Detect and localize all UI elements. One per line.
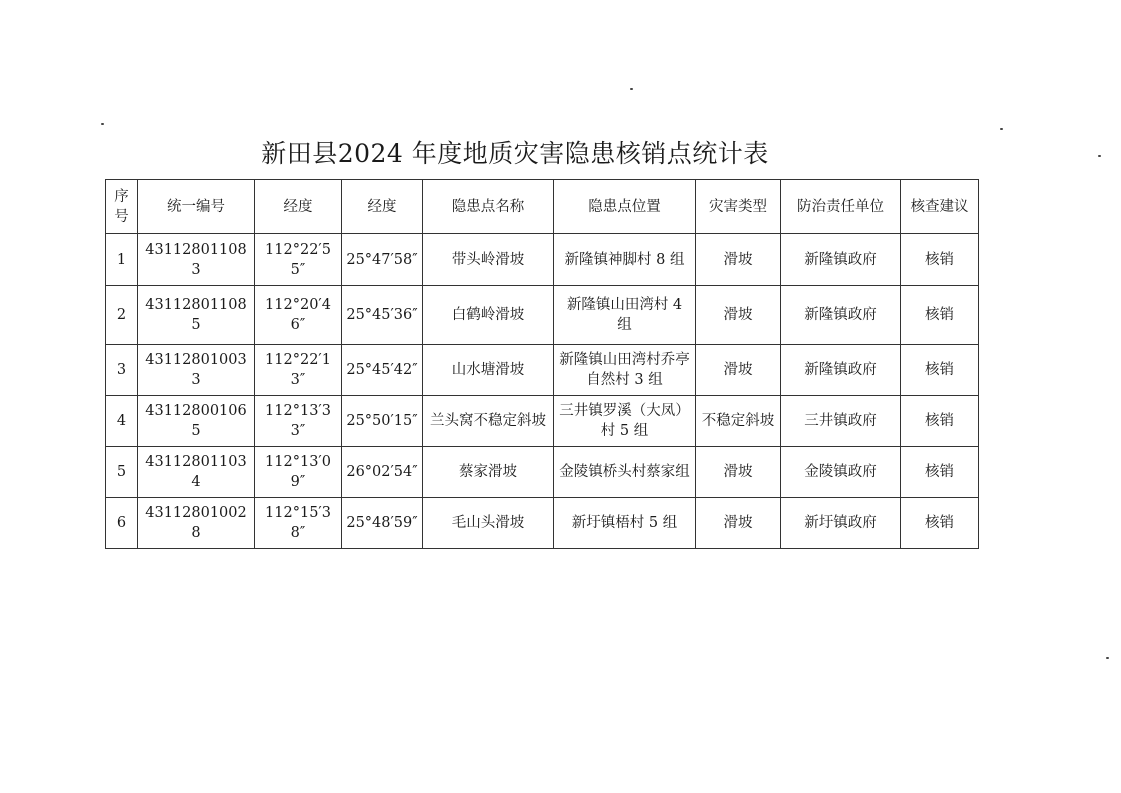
scan-speck: [1098, 155, 1101, 157]
cell-type: 滑坡: [696, 286, 781, 345]
cell-seq: 5: [106, 447, 138, 498]
cell-lon: 112°22′55″: [255, 234, 342, 286]
cell-advice: 核销: [901, 234, 979, 286]
header-seq: 序号: [106, 180, 138, 234]
cell-lon: 112°22′13″: [255, 345, 342, 396]
cell-name: 兰头窝不稳定斜坡: [423, 396, 554, 447]
cell-advice: 核销: [901, 498, 979, 549]
cell-code: 431128011083: [138, 234, 255, 286]
header-unit: 防治责任单位: [781, 180, 901, 234]
cell-seq: 1: [106, 234, 138, 286]
scan-speck: [101, 123, 104, 125]
table-row: [106, 396, 979, 447]
cell-seq: 4: [106, 396, 138, 447]
table-header-row: [106, 180, 979, 234]
cell-unit: 新隆镇政府: [781, 286, 901, 345]
scan-speck: [630, 88, 633, 90]
cell-seq: 3: [106, 345, 138, 396]
cell-name: 带头岭滑坡: [423, 234, 554, 286]
table-row: [106, 345, 979, 396]
cell-code: 431128001065: [138, 396, 255, 447]
cell-location: 新隆镇山田湾村 4 组: [554, 286, 696, 345]
cell-lat: 25°48′59″: [342, 498, 423, 549]
cell-name: 蔡家滑坡: [423, 447, 554, 498]
cell-type: 不稳定斜坡: [696, 396, 781, 447]
table-row: [106, 286, 979, 345]
cell-location: 三井镇罗溪（大凤）村 5 组: [554, 396, 696, 447]
header-type: 灾害类型: [696, 180, 781, 234]
cell-location: 新隆镇山田湾村乔亭自然村 3 组: [554, 345, 696, 396]
cell-type: 滑坡: [696, 234, 781, 286]
cell-lon: 112°20′46″: [255, 286, 342, 345]
cell-lon: 112°13′33″: [255, 396, 342, 447]
cell-type: 滑坡: [696, 447, 781, 498]
cell-code: 431128010028: [138, 498, 255, 549]
cell-name: 毛山头滑坡: [423, 498, 554, 549]
table-row: [106, 498, 979, 549]
table-row: [106, 447, 979, 498]
cell-lat: 25°45′42″: [342, 345, 423, 396]
header-lat: 经度: [342, 180, 423, 234]
cell-advice: 核销: [901, 345, 979, 396]
cell-unit: 新隆镇政府: [781, 345, 901, 396]
cell-advice: 核销: [901, 286, 979, 345]
header-lon: 经度: [255, 180, 342, 234]
header-code: 统一编号: [138, 180, 255, 234]
cell-unit: 三井镇政府: [781, 396, 901, 447]
scan-speck: [1000, 128, 1003, 130]
cell-unit: 新圩镇政府: [781, 498, 901, 549]
cell-lon: 112°13′09″: [255, 447, 342, 498]
cell-unit: 金陵镇政府: [781, 447, 901, 498]
cell-code: 431128011085: [138, 286, 255, 345]
cell-location: 新圩镇梧村 5 组: [554, 498, 696, 549]
cell-code: 431128011034: [138, 447, 255, 498]
cell-code: 431128010033: [138, 345, 255, 396]
cell-seq: 6: [106, 498, 138, 549]
cell-name: 山水塘滑坡: [423, 345, 554, 396]
cell-lon: 112°15′38″: [255, 498, 342, 549]
cell-type: 滑坡: [696, 498, 781, 549]
cell-lat: 25°45′36″: [342, 286, 423, 345]
cell-lat: 26°02′54″: [342, 447, 423, 498]
cell-location: 金陵镇桥头村蔡家组: [554, 447, 696, 498]
cell-lat: 25°47′58″: [342, 234, 423, 286]
hazard-table: [105, 179, 979, 549]
scan-speck: [1106, 657, 1109, 659]
document-title: 新田县2024 年度地质灾害隐患核销点统计表: [261, 139, 769, 168]
cell-advice: 核销: [901, 396, 979, 447]
header-advice: 核查建议: [901, 180, 979, 234]
cell-seq: 2: [106, 286, 138, 345]
cell-unit: 新隆镇政府: [781, 234, 901, 286]
cell-name: 白鹤岭滑坡: [423, 286, 554, 345]
cell-location: 新隆镇神脚村 8 组: [554, 234, 696, 286]
cell-advice: 核销: [901, 447, 979, 498]
header-location: 隐患点位置: [554, 180, 696, 234]
table-row: [106, 234, 979, 286]
cell-lat: 25°50′15″: [342, 396, 423, 447]
cell-type: 滑坡: [696, 345, 781, 396]
header-name: 隐患点名称: [423, 180, 554, 234]
